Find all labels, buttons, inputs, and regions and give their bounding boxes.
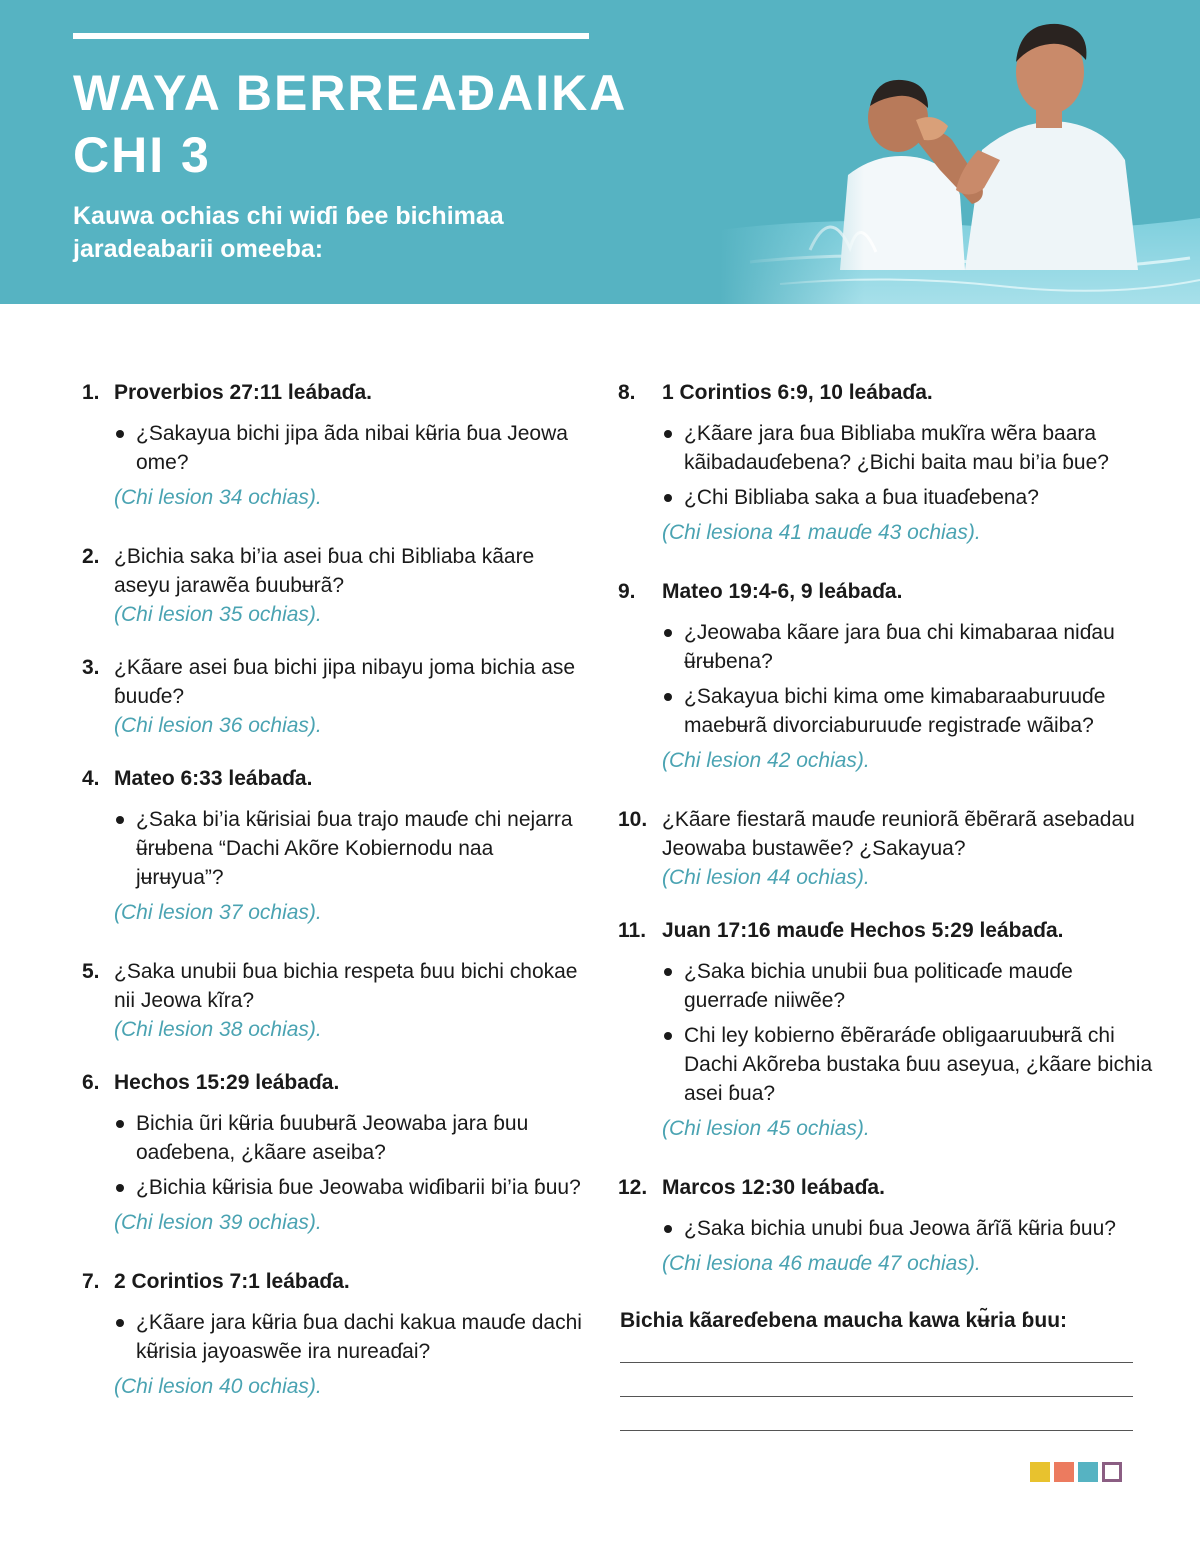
question-number: 6. — [82, 1071, 100, 1094]
bullet-list — [114, 1308, 582, 1366]
question-title: 2 Corintios 7:1 leábaɗa. — [114, 1270, 350, 1293]
question-title: Marcos 12:30 leábaɗa. — [662, 1176, 885, 1199]
question-body — [662, 1214, 1158, 1278]
question-item — [82, 1068, 582, 1237]
question-item — [618, 916, 1158, 1143]
bullet-item: ¿Kãare jara ɓua Bibliaba mukĩra wẽra baara kãibadauɗebena? ¿Bichi baita mau bi’ia ɓue? — [662, 419, 1158, 477]
bullet-item: Bichia ũri kʉ̃ria ɓuubʉrã Jeowaba jara ɓuu oaɗebena, ¿kãare aseiba? — [114, 1109, 582, 1167]
question-head — [82, 764, 582, 793]
question-item — [618, 805, 1158, 892]
question-body — [114, 1308, 582, 1401]
bullet-list — [662, 957, 1158, 1108]
question-title: 1 Corintios 6:9, 10 leábaɗa. — [662, 381, 933, 404]
question-text: ¿Bichia saka bi’ia asei ɓua chi Bibliaba kãare aseyu jarawẽa ɓuubʉrã? — [114, 545, 535, 597]
question-number: 5. — [82, 960, 100, 983]
lesson-reference: (Chi lesion 36 ochias). — [114, 714, 322, 737]
bullet-item: ¿Saka bichia unubii ɓua politicaɗe mauɗe guerraɗe niiwẽe? — [662, 957, 1158, 1015]
square-yellow — [1030, 1462, 1050, 1482]
header-rule — [73, 33, 589, 39]
question-number: 2. — [82, 545, 100, 568]
square-outline — [1102, 1462, 1122, 1482]
bullet-item: ¿Chi Bibliaba saka a ɓua ituaɗebena? — [662, 483, 1158, 512]
bullet-list — [114, 805, 582, 892]
question-head — [82, 542, 582, 600]
bullet-item: ¿Saka bichia unubi ɓua Jeowa ãrĩã kʉ̃ria ɓuu? — [662, 1214, 1158, 1243]
question-body — [114, 1109, 582, 1237]
questions-right-column — [618, 378, 1158, 1308]
note-line — [620, 1430, 1133, 1431]
bullet-list — [662, 1214, 1158, 1243]
question-head — [82, 1068, 582, 1097]
lesson-reference: (Chi lesiona 46 mauɗe 47 ochias). — [662, 1252, 981, 1275]
question-item — [82, 378, 582, 512]
question-head — [618, 378, 1158, 407]
bullet-item: ¿Kãare jara kʉ̃ria ɓua dachi kakua mauɗe dachi kʉ̃risia jayoaswẽe ira nureaɗai? — [114, 1308, 582, 1366]
header-banner — [0, 0, 1200, 304]
question-head — [618, 805, 1158, 863]
questions-left-column — [82, 378, 582, 1431]
question-title: Mateo 6:33 leábaɗa. — [114, 767, 313, 790]
page-title-line2: CHI 3 — [73, 127, 211, 183]
bullet-item: ¿Bichia kʉ̃risia ɓue Jeowaba wiɗibarii bi’ia ɓuu? — [114, 1173, 582, 1202]
question-head — [618, 577, 1158, 606]
question-number: 11. — [618, 919, 647, 942]
question-body — [114, 805, 582, 927]
question-body — [662, 957, 1158, 1143]
question-number: 8. — [618, 381, 636, 404]
question-number: 3. — [82, 656, 100, 679]
page-title — [73, 62, 633, 186]
question-number: 4. — [82, 767, 100, 790]
question-text: ¿Kãare asei ɓua bichi jipa nibayu joma bichia ase ɓuuɗe? — [114, 656, 576, 708]
question-body — [662, 863, 1158, 892]
question-item — [618, 378, 1158, 547]
question-head — [82, 957, 582, 1015]
question-item — [618, 1173, 1158, 1278]
question-number: 1. — [82, 381, 100, 404]
bullet-list — [662, 419, 1158, 512]
question-number: 9. — [618, 580, 636, 603]
question-item — [82, 957, 582, 1044]
lesson-reference: (Chi lesion 44 ochias). — [662, 866, 870, 889]
question-text: ¿Kãare fiestarã mauɗe reuniorã ẽbẽrarã asebadau Jeowaba bustawẽe? ¿Sakayua? — [662, 808, 1135, 860]
bullet-item: ¿Sakayua bichi kima ome kimabaraaburuuɗe maebʉrã divorciaburuuɗe registraɗe wãiba? — [662, 682, 1158, 740]
note-line — [620, 1362, 1133, 1363]
question-text: ¿Saka unubii ɓua bichia respeta ɓuu bichi chokae nii Jeowa kĩra? — [114, 960, 578, 1012]
question-head — [618, 916, 1158, 945]
question-head — [82, 1267, 582, 1296]
question-body — [114, 1015, 582, 1044]
square-coral — [1054, 1462, 1074, 1482]
page-subtitle: Kauwa ochias chi wiɗi ɓee bichimaa jaradeabarii omeeba: — [73, 202, 504, 263]
lesson-reference: (Chi lesion 34 ochias). — [114, 486, 322, 509]
lesson-reference: (Chi lesion 39 ochias). — [114, 1211, 322, 1234]
question-item — [82, 542, 582, 629]
bullet-list — [114, 1109, 582, 1202]
question-body — [662, 618, 1158, 775]
lesson-reference: (Chi lesion 40 ochias). — [114, 1375, 322, 1398]
color-squares — [1030, 1462, 1122, 1482]
question-item — [82, 1267, 582, 1401]
notes-label: Bichia kãareɗebena maucha kawa kʉ̃ria ɓuu: — [620, 1309, 1068, 1332]
question-item — [618, 577, 1158, 775]
baptism-illustration — [720, 0, 1200, 304]
question-number: 12. — [618, 1176, 648, 1199]
question-body — [114, 711, 582, 740]
question-title: Proverbios 27:11 leábaɗa. — [114, 381, 372, 404]
lesson-reference: (Chi lesion 37 ochias). — [114, 901, 322, 924]
question-item — [82, 653, 582, 740]
bullet-list — [662, 618, 1158, 740]
bullet-item: Chi ley kobierno ẽbẽraráɗe obligaaruubʉrã chi Dachi Akõreba bustaka ɓuu aseyua, ¿kãare bichia asei ɓua? — [662, 1021, 1158, 1108]
question-head — [82, 378, 582, 407]
bullet-item: ¿Sakayua bichi jipa ãda nibai kʉ̃ria ɓua Jeowa ome? — [114, 419, 582, 477]
question-item — [82, 764, 582, 927]
lesson-reference: (Chi lesion 38 ochias). — [114, 1018, 322, 1041]
lesson-reference: (Chi lesion 45 ochias). — [662, 1117, 870, 1140]
page-title-line1: WAYA BERREAƉAIKA — [73, 65, 628, 121]
question-number: 10. — [618, 808, 648, 831]
question-title: Hechos 15:29 leábaɗa. — [114, 1071, 340, 1094]
question-head — [618, 1173, 1158, 1202]
square-teal — [1078, 1462, 1098, 1482]
lesson-reference: (Chi lesion 42 ochias). — [662, 749, 870, 772]
bullet-item: ¿Saka bi’ia kʉ̃risiai ɓua trajo mauɗe chi nejarra ʉ̃rʉbena “Dachi Akõre Kobiernodu naa jʉrʉyua”? — [114, 805, 582, 892]
lesson-reference: (Chi lesion 35 ochias). — [114, 603, 322, 626]
question-title: Juan 17:16 mauɗe Hechos 5:29 leábaɗa. — [662, 919, 1064, 942]
question-title: Mateo 19:4-6, 9 leábaɗa. — [662, 580, 903, 603]
question-body — [114, 600, 582, 629]
note-line — [620, 1396, 1133, 1397]
bullet-list — [114, 419, 582, 477]
question-body — [114, 419, 582, 512]
question-body — [662, 419, 1158, 547]
question-head — [82, 653, 582, 711]
bullet-item: ¿Jeowaba kãare jara ɓua chi kimabaraa niɗau ʉ̃rʉbena? — [662, 618, 1158, 676]
lesson-reference: (Chi lesiona 41 mauɗe 43 ochias). — [662, 521, 981, 544]
question-number: 7. — [82, 1270, 100, 1293]
